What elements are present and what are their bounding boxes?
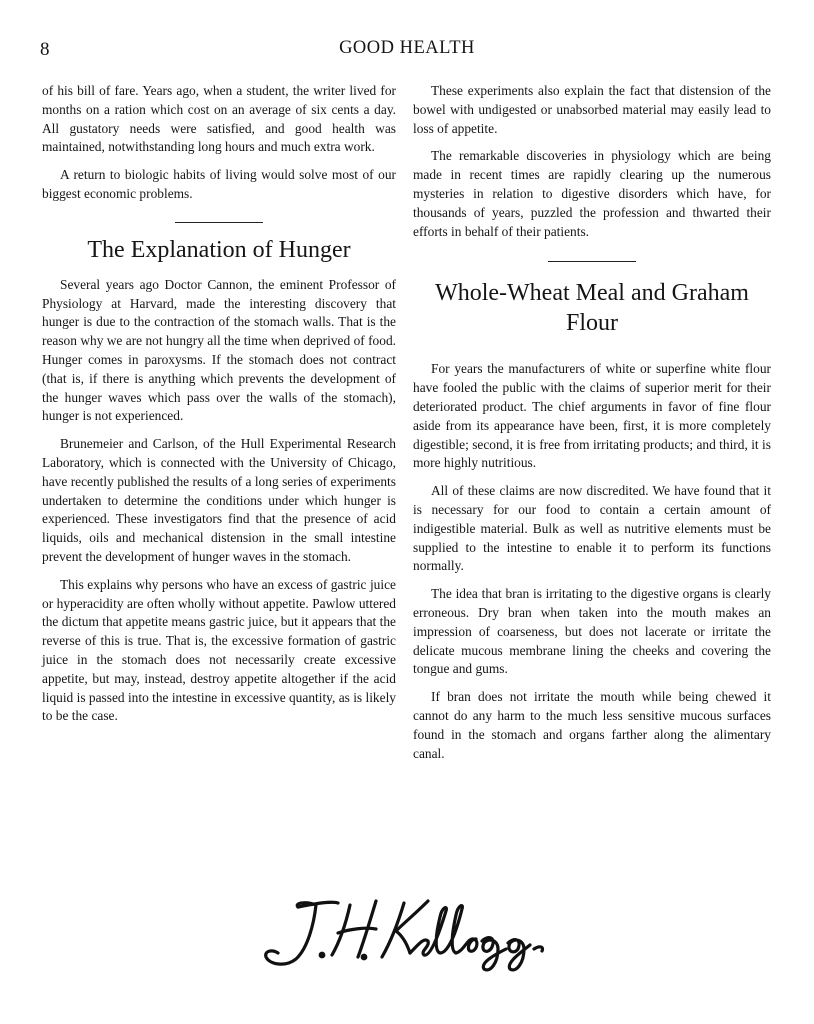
paragraph: A return to biologic habits of living would solve most of our biggest economic problems. [42,167,396,201]
section-divider [175,222,263,223]
paragraph: These experiments also explain the fact that distension of the bowel with undigested or unabsorbed material may easily lead to loss of appetite. [413,83,771,136]
article-title: The Explanation of Hunger [87,236,351,263]
paragraph: Several years ago Doctor Cannon, the eminent Professor of Physiology at Harvard, made the interesting discovery that hunger is due to the contraction of the stomach walls. That is the reason why we are not hungry all the time when deprived of food. Hunger comes in paroxysms. If the stomach does not contract (that is, if there is anything which prevents the development of the hunger waves which pass over the walls of the stomach), hunger is not experienced. [42,276,396,424]
article-title: Whole-Wheat Meal and Graham Flour [435,280,749,337]
paragraph: If bran does not irritate the mouth while being chewed it cannot do any harm to the much less sensitive mucous surfaces found in the stomach and organs farther along the alimentary canal. [413,689,771,761]
paragraph: All of these claims are now discredited. We have found that it is necessary for our food to contain a certain amount of indigestible material. Bulk as well as nutritive elements must be supplied to the intestine to enable it to perform its functions normally. [413,483,771,574]
paragraph: of his bill of fare. Years ago, when a student, the writer lived for months on a ration which cost on an average of six cents a day. All gustatory needs were satisfied, and good health was maintained, notwithstanding long hours and much extra work. [42,83,396,155]
section-divider [548,261,636,262]
paragraph: The idea that bran is irritating to the digestive organs is clearly erroneous. Dry bran when taken into the mouth makes an impression of coarseness, but does not lacerate or irritate the delicate mucous membrane lining the cheeks and covering the tongue and gums. [413,586,771,677]
right-column [413,82,771,772]
paragraph: This explains why persons who have an excess of gastric juice or hyperacidity are often wholly without appetite. Pawlow uttered the dictum that appetite means gastric juice, but it appears that the reverse of this is true. That is, the excessive formation of gastric juice in the stomach does not necessarily create excessive appetite, but may, instead, destroy appetite altogether if the acid liquid is passed into the intestine in excessive quantity, as is likely to be the case. [42,576,396,724]
paragraph: For years the manufacturers of white or superfine white flour have fooled the public with the claims of superior merit for their deteriorated product. The chief arguments in favor of fine flour aside from its appearance have been, first, it is more completely digestible; second, it is free from irritating products; and third, it is more highly nutritious. [413,361,771,471]
paragraph: The remarkable discoveries in physiology which are being made in recent times are rapidly clearing up the numerous mysteries in relation to digestive disorders which have, for thousands of years, puzzled the profession and thwarted their efforts in behalf of their patients. [413,148,771,239]
running-head: GOOD HEALTH [339,38,475,58]
signature [258,893,568,973]
left-column [42,82,396,735]
page-number: 8 [40,39,50,60]
paragraph: Brunemeier and Carlson, of the Hull Experimental Research Laboratory, which is connected with the University of Chicago, have recently published the results of a long series of experiments undertaken to determine the conditions under which hunger is experienced. These investigators find that the presence of acid liquids, oils and mechanical distension in the small intestine prevent the development of hunger waves in the stomach. [42,436,396,564]
